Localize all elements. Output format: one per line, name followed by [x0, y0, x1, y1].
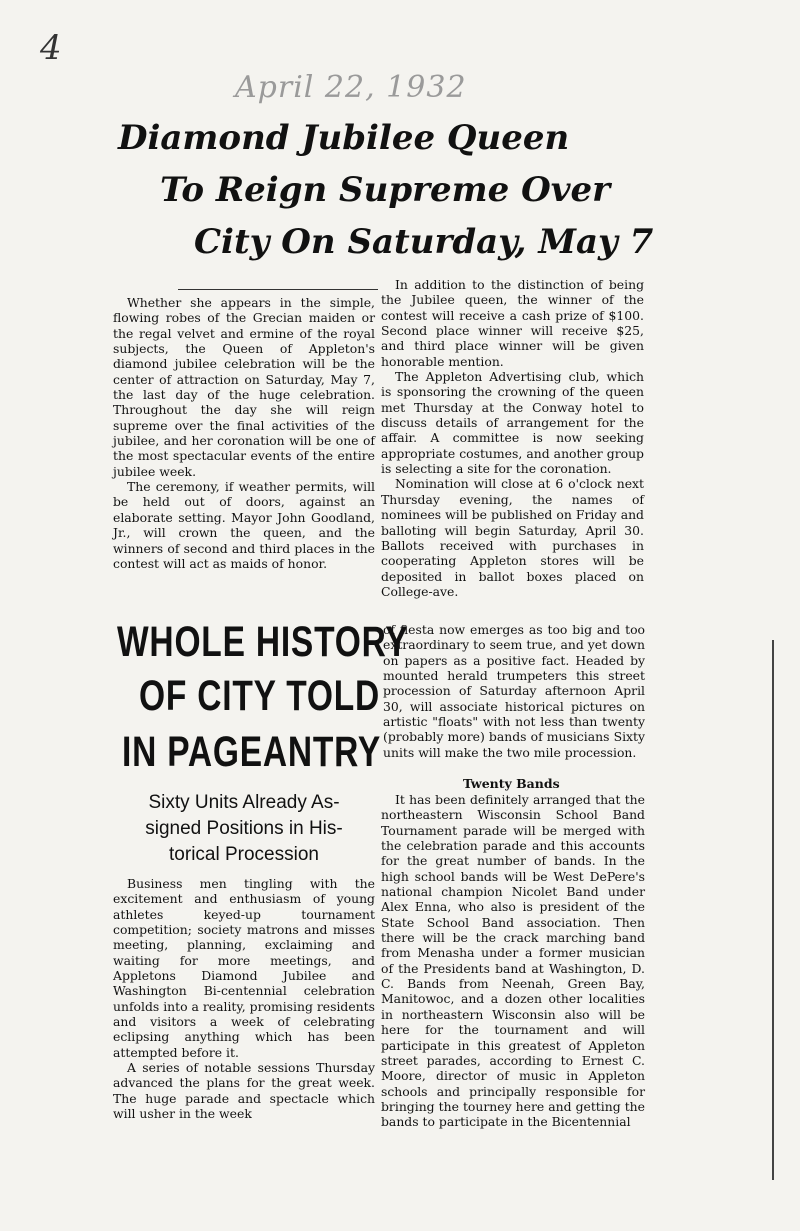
handwritten-date: April 22, 1932	[235, 70, 467, 105]
pageantry-column-1	[113, 876, 375, 1122]
paragraph: It has been definitely arranged that the northeastern Wisconsin School Band Tournament parade will be merged with the celebration parade and this accounts for the great number of bands. In the high school bands will be West DePere's national champion Nicolet Band under Alex Enna, who also is president of the State School Band association. Then there will be the crack marching band from Menasha under a former musician of the Presidents band at Washington, D. C. Bands from Neenah, Green Bay, Manitowoc, and a dozen other localities in northeastern Wisconsin also will be here for the tournament and will participate in this greatest of Appleton street parades, according to Ernest C. Moore, director of music in Appleton schools and principally responsible for bringing the tourney here and getting the bands to participate in the Bicentennial	[381, 792, 645, 1130]
paragraph: Nomination will close at 6 o'clock next Thursday evening, the names of nominees will be published on Friday and balloting will begin Saturday, April 30. Ballots received with purchases in cooperating Appleton stores will be deposited in ballot boxes placed on College-ave.	[381, 476, 644, 599]
pageantry-deck	[113, 790, 375, 868]
pageantry-headline-line-2: OF CITY TOLD	[139, 672, 381, 720]
paragraph: Business men tingling with the excitement and enthusiasm of young athletes keyed-up tournament competition; society matrons and misses meeting, planning, exclaiming and waiting for more meetings, and Appletons Diamond Jubilee and Washington Bi-centennial celebration unfolds into a reality, promising residents and visitors a week of celebrating eclipsing anything which has been attempted before it.	[113, 876, 375, 1060]
pageantry-headline-line-3: IN PAGEANTRY	[122, 728, 382, 776]
clipping-edge	[772, 640, 800, 1180]
deck-line: signed Positions in His-	[145, 818, 343, 839]
queen-article-column-2	[381, 277, 644, 599]
headline-line-1: Diamond Jubilee Queen	[118, 118, 570, 158]
paragraph: In addition to the distinction of being the Jubilee queen, the winner of the contest will receive a cash prize of $100. Second place winner will receive $25, and third place winner will be given honorable mention.	[381, 277, 644, 369]
deck-line: torical Procession	[169, 844, 319, 865]
headline-line-2: To Reign Supreme Over	[160, 170, 611, 210]
deck-line: Sixty Units Already As-	[148, 792, 340, 813]
paragraph: Whether she appears in the simple, flowing robes of the Grecian maiden or the regal velvet and ermine of the royal subjects, the Queen of Appleton's diamond jubilee celebration will be the center of attraction on Saturday, May 7, the last day of the huge celebration. Throughout the day she will reign supreme over the final activities of the jubilee, and her coronation will be one of the most spectacular events of the entire jubilee week.	[113, 295, 375, 479]
paragraph: The Appleton Advertising club, which is sponsoring the crowning of the queen met Thursday at the Conway hotel to discuss details of arrangement for the affair. A committee is now seeking appropriate costumes, and another group is selecting a site for the coronation.	[381, 369, 644, 477]
pageantry-column-2-top	[383, 622, 645, 760]
queen-article-column-1	[113, 295, 375, 571]
headline-line-3: City On Saturday, May 7	[194, 222, 654, 262]
page-number: 4	[40, 28, 62, 68]
paragraph: of fiesta now emerges as too big and too extraordinary to seem true, and yet down on papers as a positive fact. Headed by mounted herald trumpeters this street procession of Saturday afternoon April 30, will associate historical pictures on artistic "floats" with not less than twenty (probably more) bands of musicians Sixty units will make the two mile procession.	[383, 622, 645, 760]
paragraph: The ceremony, if weather permits, will be held out of doors, against an elaborate setting. Mayor John Goodland, Jr., will crown the queen, and the winners of second and third places in the contest will act as maids of honor.	[113, 479, 375, 571]
paragraph: A series of notable sessions Thursday advanced the plans for the great week. The huge parade and spectacle which will usher in the week	[113, 1060, 375, 1122]
pageantry-column-2-body	[381, 792, 645, 1130]
headline-rule	[178, 289, 378, 290]
pageantry-headline-line-1: WHOLE HISTORY	[117, 618, 409, 666]
twenty-bands-subhead: Twenty Bands	[463, 776, 560, 791]
